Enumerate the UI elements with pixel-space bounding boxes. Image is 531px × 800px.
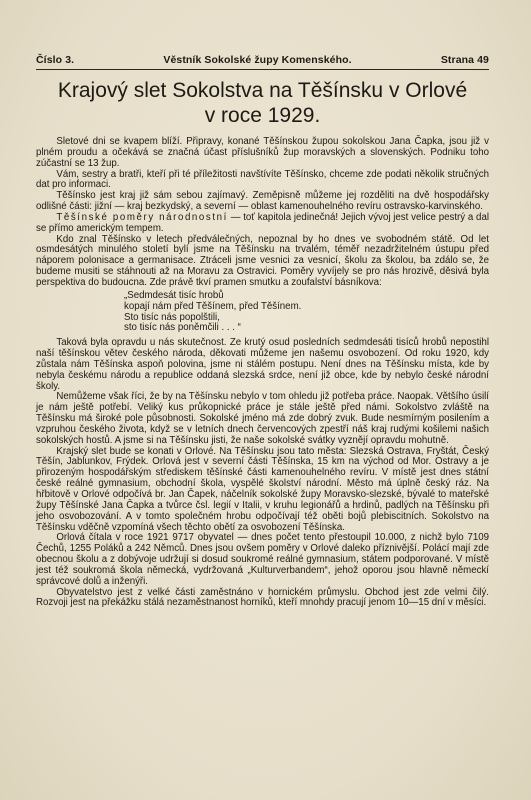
paragraph: Vám, sestry a bratři, kteří při té příležitosti navštívíte Těšínsko, chceme zde podati několik stručných dat pro informaci. [36,168,489,191]
poem-quote [124,291,489,334]
paragraph: Kdo znal Těšínsko v letech předválečných, nepoznal by ho dnes ve svobodném státě. Od let osmdesátých minulého století bylí jsme na Těšínsku na trvalém, téměř nezadržitelném ústupu před náporem polonisace a germanisace. Ztráceli jsme vesnici za vesnicí, školu za školou, ba zdálo se, že budeme musiti se stáhnouti až na Moravu za Ostravici. Poměry vyvíjely se pro nás hrozivě, děsivá byla perspektiva do budoucna. Zde právě tkví pramen smutku a zoufalství básníkova: [36,233,489,288]
article-title [36,78,489,128]
paragraph: Obyvatelstvo jest z velké části zaměstnáno v hornickém průmyslu. Obchod jest zde velmi čilý. Rozvoji jest na překážku stálá nezaměstnanost horníků, kteří mnohdy pracují jenom 10—15 dní v měsíci. [36,586,489,609]
running-header [36,54,489,70]
poem-line: kopají nám před Těšínem, před Těšínem. [124,300,302,312]
poem-line: „Sedmdesát tisíc hrobů [124,289,224,301]
paragraph [36,213,489,235]
poem-line: Sto tisíc nás popolštili, [124,311,220,323]
paragraph-text: — toť kapitola jedinečná! Jejich vývoj jest velice pestrý a dal se přímo americkým tempem. [36,211,489,234]
paragraph: Nemůžeme však říci, že by na Těšínsku nebylo v tom ohledu již potřeba práce. Naopak. Většího úsilí je nám ještě potřebí. Veliký kus průkopnické práce je stále ještě před námi. Sokolstvo zvláště na Těšínsku má široké pole působnosti. Sokolské jméno má zde dobrý zvuk. Bude nesmírným posilením a vzpruhou českého života, když se v letních dnech červencových zpestří náš kraj rudými košilemi našich sokolských hostů. A jsme si na Těšínsku jisti, že naše sokolské svátky vyznějí opravdu mohutně. [36,391,489,446]
paragraph: Orlová čítala v roce 1921 9717 obyvatel — dnes počet tento přestoupil 10.000, z nichž bylo 7109 Čechů, 1255 Poláků a 242 Němců. Dnes jsou ovšem poměry v Orlové daleko příznivější. Polácí mají zde obecnou školu a z dobývoje udržují si dosud soukromé reálné gymnasium, státem podporované. V místě jest též soukromá škola německá, vydržovaná „Kulturverbandem“, jehož oporou jsou hlavně německí správcové dolů a inženýři. [36,532,489,587]
paragraph: Krajský slet bude se konati v Orlové. Na Těšínsku jsou tato města: Slezská Ostrava, Fryštát, Český Těšín, Jablunkov, Frýdek. Orlová jest v severní části Těšínska, 15 km na východ od Mor. Ostravy a je přirozeným hospodářským střediskem těšínské části kamenouhelného revíru. V místě jest dnes státní české reálné gymnasium, obchodní škola, vyspělé školství národní. Město má úplně český ráz. Na hřbitově v Orlové odpočívá br. Jan Čapek, náčelník sokolské župy Moravsko-slezské, bývalé to mateřské župy Těšínské Jana Čapka a tvůrce čsl. legií v Italii, v kruhu legionářů a hrdinů, padlých na Těšínsku při jeho osvobozování. A v tomto společném hrobu odpočívají též oběti bojů plebiscitních. Sokolstvo na Těšínsku vděčně vzpomíná všech těchto obětí za osvobození Těšínska. [36,445,489,533]
page-number: Strana 49 [440,54,489,66]
paragraph: Těšínsko jest kraj již sám sebou zajímavý. Zeměpisně můžeme jej rozděliti na dvě hospodářsky odlišné části: jižní — kraj bezkydský, a severní — oblast kamenouhelného revíru ostravsko-karvinského. [36,190,489,213]
issue-number: Číslo 3. [36,54,75,66]
paragraph: Sletové dni se kvapem blíží. Připravy, konané Těšínskou župou sokolskou Jana Čapka, jsou již v plném proudu a očekává se značná účast příslušníků žup moravských a slovenských. Podniku toho zúčastní se 13 žup. [36,136,489,169]
poem-line: sto tisíc nás poněmčili . . . “ [124,322,241,334]
article-title-line1: Krajový slet Sokolstva na Těšínsku v Orlové [57,79,468,102]
spaced-phrase: Těšínské poměry národnostní [56,211,228,223]
journal-name: Věstník Sokolské župy Komenského. [163,54,352,66]
paragraph: Taková byla opravdu u nás skutečnost. Ze krutý osud posledních sedmdesáti tisíců hrobů nepostihl naší těšínskou větev českého národa, děkovati můžeme jen našemu osvobození. Od roku 1920, kdy zůstala nám Těšínska aspoň polovina, jsme ni stálém postupu. Není dnes na Těšínsku místa, kde by nebyla českému národu a republice oddaná slezská srdce, není již obce, kde by nebylo české národní školy. [36,337,489,392]
article-body [36,137,489,609]
article-title-line2: v roce 1929. [204,104,321,127]
